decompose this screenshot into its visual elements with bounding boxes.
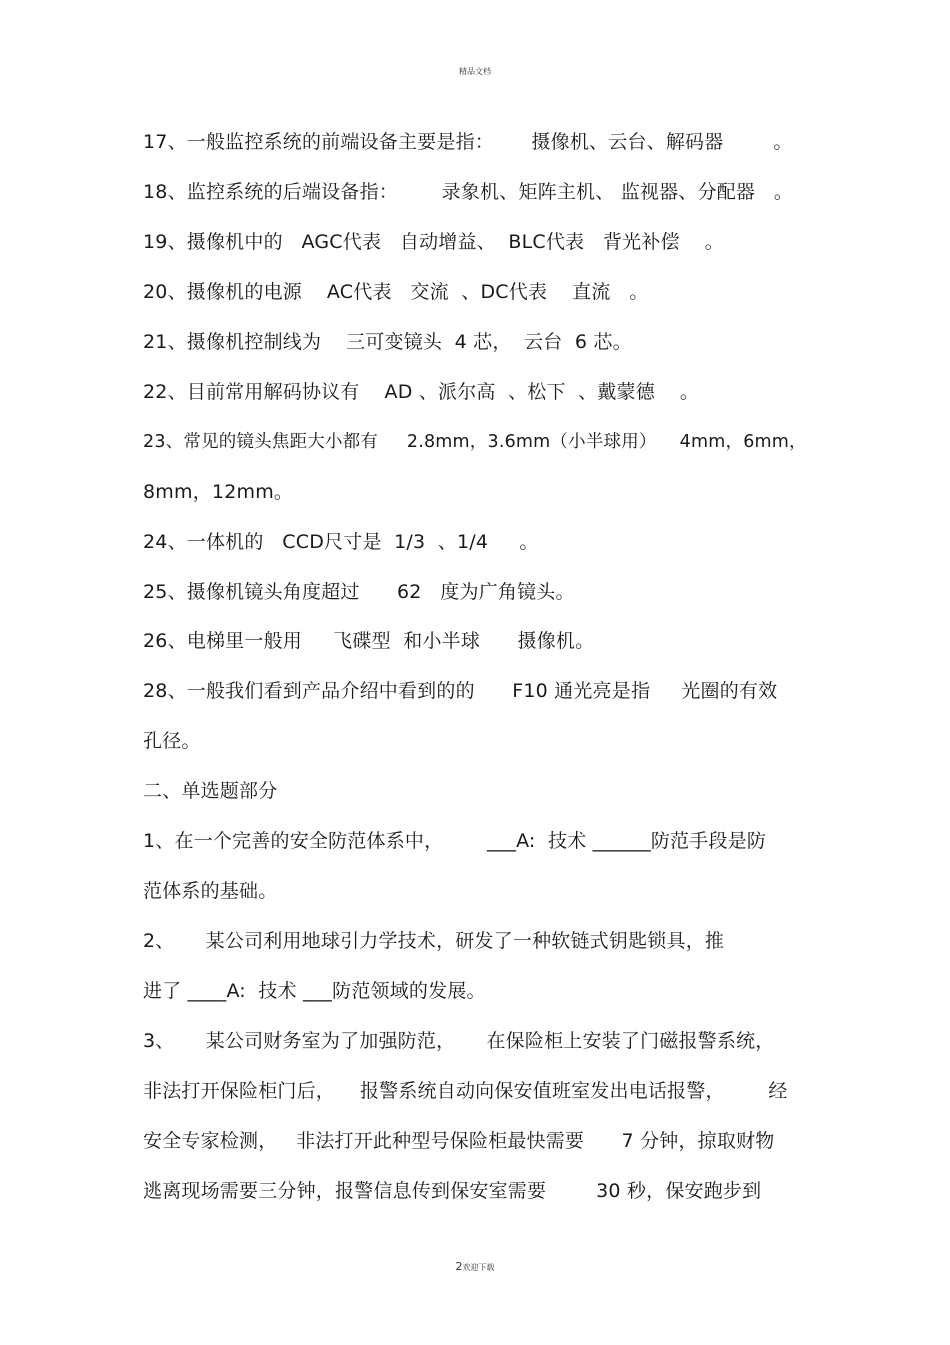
text-line: 24、一体机的 CCD尺寸是 1/3 、1/4 。 — [143, 531, 539, 553]
text-line: 20、摄像机的电源 AC代表 交流 、DC代表 直流 。 — [143, 281, 649, 303]
text-line: 22、目前常用解码协议有 AD 、派尔高 、松下 、戴蒙德 。 — [143, 381, 700, 403]
text-line: 26、电梯里一般用 飞碟型 和小半球 摄像机。 — [143, 630, 595, 652]
text-line: 1、在一个完善的安全防范体系中， ___A: 技术 ______防范手段是防 — [143, 830, 767, 852]
text-line: 安全专家检测， 非法打开此种型号保险柜最快需要 7 分钟，掠取财物 — [143, 1130, 775, 1152]
section-heading: 二、单选题部分 — [143, 780, 278, 802]
text-line: 17、一般监控系统的前端设备主要是指： 摄像机、云台、解码器 。 — [143, 131, 793, 153]
text-line: 范体系的基础。 — [143, 880, 278, 902]
text-line: 21、摄像机控制线为 三可变镜头 4 芯， 云台 6 芯。 — [143, 331, 632, 353]
text-line: 18、监控系统的后端设备指： 录象机、矩阵主机、 监视器、分配器 。 — [143, 181, 794, 203]
text-line: 8mm，12mm。 — [143, 481, 294, 503]
page-footer — [0, 1260, 950, 1273]
page-header: 精品文档 — [459, 67, 491, 76]
text-line: 23、常见的镜头焦距大小都有 2.8mm，3.6mm（小半球用） 4mm，6mm， — [143, 432, 807, 452]
text-line: 28、一般我们看到产品介绍中看到的的 F10 通光亮是指 光圈的有效 — [143, 680, 778, 702]
text-line: 逃离现场需要三分钟，报警信息传到保安室需要 30 秒，保安跑步到 — [143, 1180, 762, 1202]
text-line: 2、 某公司利用地球引力学技术，研发了一种软链式钥匙锁具，推 — [143, 930, 725, 952]
footer-text: 欢迎下载 — [462, 1263, 495, 1272]
text-line: 进了 ____A: 技术 ___防范领域的发展。 — [143, 980, 486, 1002]
text-line: 19、摄像机中的 AGC代表 自动增益、 BLC代表 背光补偿 。 — [143, 231, 724, 253]
text-line: 孔径。 — [143, 730, 201, 752]
text-line: 非法打开保险柜门后， 报警系统自动向保安值班室发出电话报警， 经 — [143, 1080, 788, 1102]
text-line: 25、摄像机镜头角度超过 62 度为广角镜头。 — [143, 581, 575, 603]
text-line: 3、 某公司财务室为了加强防范， 在保险柜上安装了门磁报警系统， — [143, 1030, 775, 1052]
page-number: 2 — [455, 1260, 463, 1273]
